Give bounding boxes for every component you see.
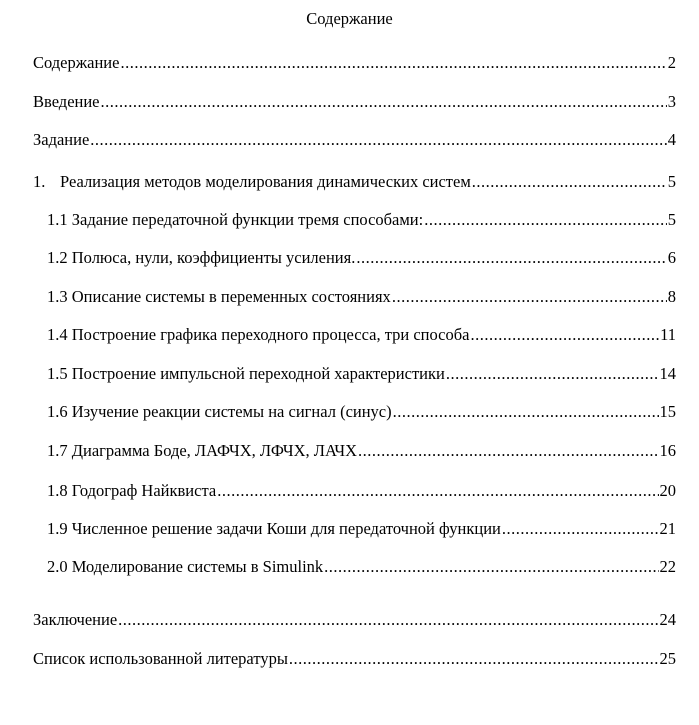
toc-entry-title: 1.8 Годограф Найквиста (47, 481, 217, 500)
toc-entry-title: Заключение (33, 610, 118, 629)
toc-entry-title: 1.7 Диаграмма Боде, ЛАФЧХ, ЛФЧХ, ЛАЧХ (47, 441, 357, 460)
leader-dots (472, 172, 667, 192)
toc-entry-page: 11 (660, 325, 676, 344)
leader-dots (324, 557, 658, 577)
toc-entry-title: 2.0 Моделирование системы в Simulink (47, 557, 324, 576)
toc-entry-title: 1.1 Задание передаточной функции тремя способами: (47, 210, 424, 229)
toc-entry-page: 25 (659, 649, 676, 668)
toc-entry-page: 16 (659, 441, 676, 460)
leader-dots (101, 92, 667, 112)
toc-entry[interactable] (47, 441, 676, 461)
toc-entry[interactable] (47, 557, 676, 577)
toc-entry-title: Список использованной литературы (33, 649, 288, 668)
leader-dots (470, 325, 659, 345)
leader-dots (118, 610, 658, 630)
leader-dots (358, 441, 659, 461)
toc-entry[interactable] (47, 248, 676, 268)
page-title: Содержание (306, 9, 393, 28)
toc-entry-title: 1.6 Изучение реакции системы на сигнал (синус) (47, 402, 392, 421)
toc-entry-page: 6 (667, 248, 676, 267)
leader-dots (393, 402, 659, 422)
toc-entry-title: Реализация методов моделирования динамических систем (60, 172, 471, 191)
toc-entry-page: 22 (659, 557, 676, 576)
toc-entry[interactable] (33, 92, 676, 112)
leader-dots (120, 53, 666, 73)
leader-dots (502, 519, 659, 539)
toc-entry-title: Введение (33, 92, 100, 111)
toc-entry-title: 1.2 Полюса, нули, коэффициенты усиления. (47, 248, 356, 267)
toc-entry-page: 8 (667, 287, 676, 306)
toc-entry-page: 4 (667, 130, 676, 149)
toc-entry[interactable] (33, 172, 676, 192)
toc-entry[interactable] (33, 130, 676, 150)
leader-dots (217, 481, 658, 501)
toc-entry[interactable] (33, 610, 676, 630)
toc-entry[interactable] (47, 364, 676, 384)
toc-entry[interactable] (47, 325, 676, 345)
toc-entry[interactable] (33, 53, 676, 73)
toc-entry[interactable] (33, 649, 676, 669)
toc-entry-page: 14 (659, 364, 676, 383)
toc-entry-title: 1.5 Построение импульсной переходной характеристики (47, 364, 445, 383)
toc-entry-page: 24 (659, 610, 676, 629)
toc-entry[interactable] (47, 210, 676, 230)
toc-entry[interactable] (47, 402, 676, 422)
toc-entry-title: Задание (33, 130, 90, 149)
toc-entry[interactable] (47, 519, 676, 539)
leader-dots (446, 364, 659, 384)
toc-entry-title: 1.4 Построение графика переходного процесса, три способа (47, 325, 470, 344)
leader-dots (392, 287, 667, 307)
toc-entry-title: 1.3 Описание системы в переменных состояниях (47, 287, 391, 306)
toc-entry-title: 1.9 Численное решение задачи Коши для передаточной функции (47, 519, 501, 538)
toc-entry-page: 21 (659, 519, 676, 538)
toc-entry-page: 5 (667, 210, 676, 229)
toc-entry-title: Содержание (33, 53, 120, 72)
toc-entry[interactable] (47, 481, 676, 501)
leader-dots (289, 649, 659, 669)
toc-entry-page: 2 (667, 53, 676, 72)
toc-entry-page: 15 (659, 402, 676, 421)
toc-entry-number: 1. (33, 172, 46, 191)
leader-dots (356, 248, 666, 268)
toc-entry-page: 5 (667, 172, 676, 191)
leader-dots (424, 210, 667, 230)
leader-dots (90, 130, 666, 150)
toc-entry-page: 20 (659, 481, 676, 500)
toc-entry-page: 3 (667, 92, 676, 111)
toc-entry[interactable] (47, 287, 676, 307)
